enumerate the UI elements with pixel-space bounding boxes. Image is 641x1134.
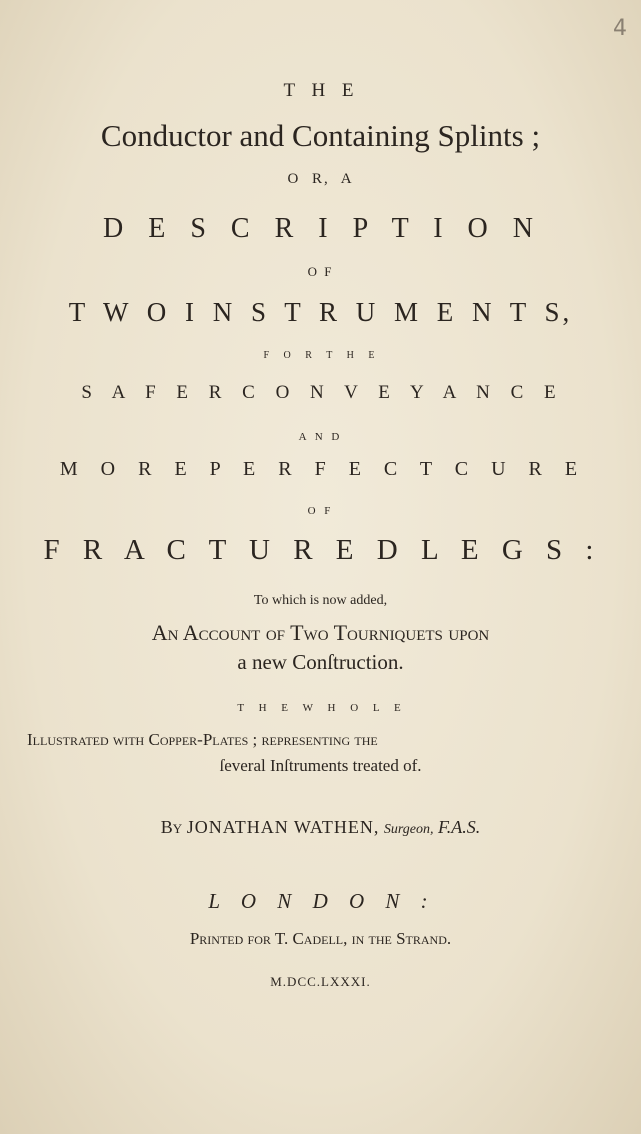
publication-date: M.DCC.LXXXI. xyxy=(270,974,371,989)
page-number-mark: 4 xyxy=(613,16,627,41)
more-perfect-cure-heading: M O R E P E R F E C T C U R E xyxy=(59,458,582,480)
two-instruments-heading: T W O I N S T R U M E N T S, xyxy=(68,297,573,327)
added-line: To which is now added, xyxy=(253,593,388,608)
the-heading: T H E xyxy=(283,80,358,101)
account-line: An Account of Two Tourniquets upon xyxy=(151,620,490,645)
construction-line: a new Conſtruction. xyxy=(237,650,404,674)
and-line: A N D xyxy=(298,431,343,443)
printer-line: Printed for T. Cadell, in the Strand. xyxy=(189,929,452,948)
fractured-legs-heading: F R A C T U R E D L E G S : xyxy=(43,534,598,566)
illustrated-line: Illuſtrated with Copper-Plates ; repreſenting the xyxy=(27,730,378,749)
for-the-line: F O R T H E xyxy=(263,350,378,361)
book-title: Conductor and Containing Splints ; xyxy=(100,118,541,153)
several-line: ſeveral Inſtruments treated of. xyxy=(219,756,422,775)
of-line-2: O F xyxy=(307,505,334,517)
author-name: JONATHAN WATHEN, xyxy=(186,817,380,837)
or-a-line: O R, A xyxy=(287,171,354,187)
by-label: By xyxy=(160,817,183,837)
london-heading: L O N D O N : xyxy=(208,889,433,913)
description-heading: D E S C R I P T I O N xyxy=(103,213,538,244)
of-line-1: O F xyxy=(307,264,334,279)
author-surgeon: Surgeon, xyxy=(383,822,434,837)
safer-conveyance-heading: S A F E R C O N V E Y A N C E xyxy=(81,382,560,403)
the-whole-line: T H E W H O L E xyxy=(237,702,404,714)
author-fas: F.A.S. xyxy=(438,817,481,837)
author-line xyxy=(0,817,641,838)
